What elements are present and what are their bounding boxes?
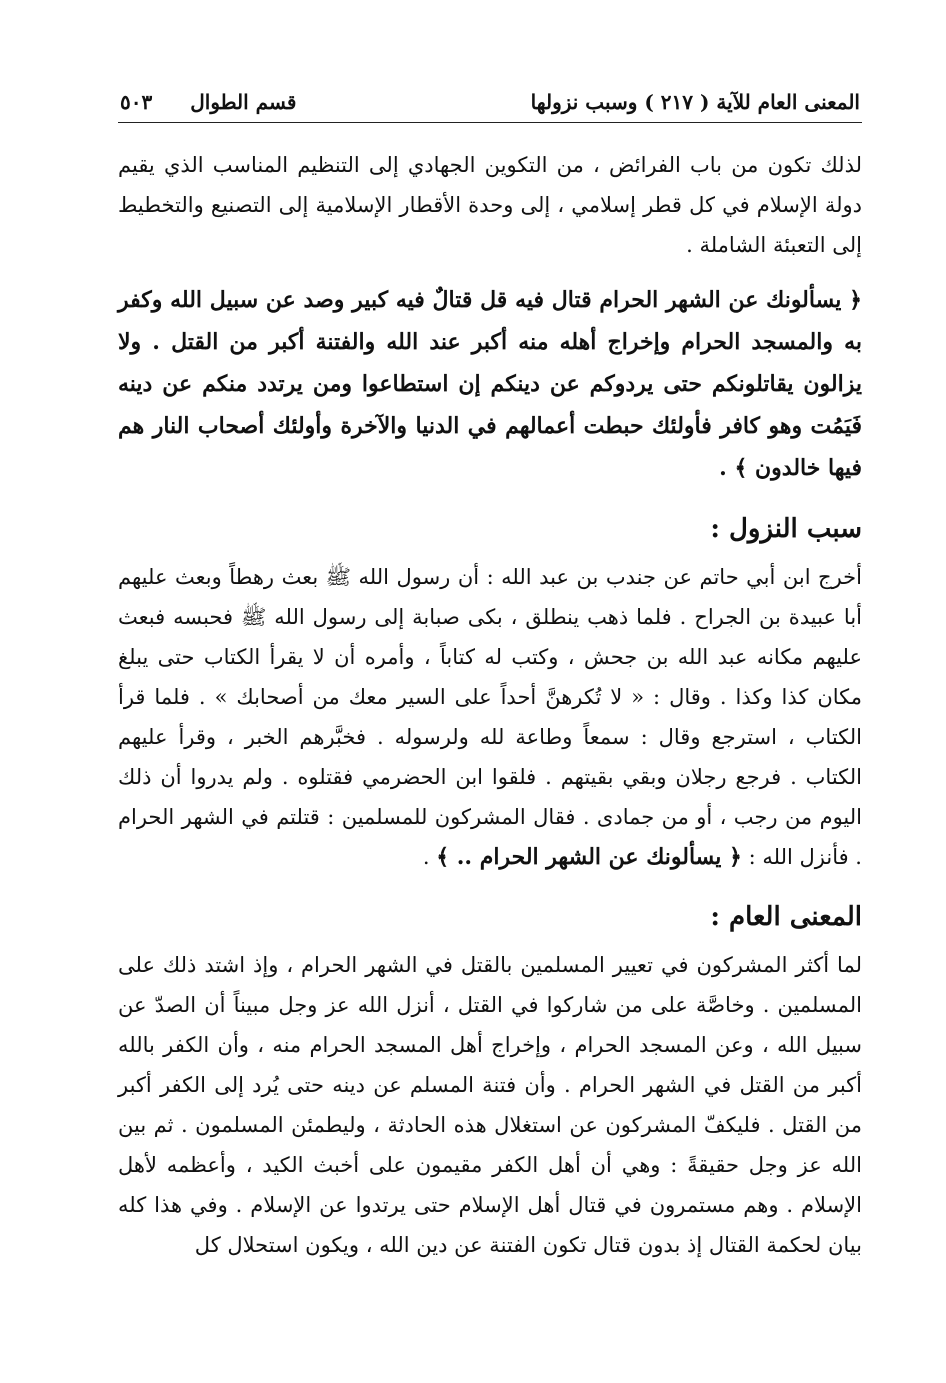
occasion-quote: ﴿ يسألونك عن الشهر الحرام .. ﴾ bbox=[436, 844, 742, 870]
occasion-text: أخرج ابن أبي حاتم عن جندب بن عبد الله : أن رسول الله ﷺ بعث رهطاً وبعث عليهم أبا عبيدة بن الجراح . فلما ذهب ينطلق ، بكى صبابة إلى رسول الله ﷺ فحبسه فبعث عليهم مكانه عبد الله بن جحش ، وكتب له كتاباً ، وأمره أن لا يقرأ الكتاب حتى يبلغ مكان كذا وكذا . وقال : « لا تُكرهنَّ أحداً على السير معك من أصحابك » . فلما قرأ الكتاب ، استرجع وقال : سمعاً وطاعة لله ولرسوله . فخبَّرهم الخبر ، وقرأ عليهم الكتاب . فرجع رجلان وبقي بقيتهم . فلقوا ابن الحضرمي فقتلوه . ولم يدروا أن ذلك اليوم من رجب ، أو من جمادى . فقال المشركون للمسلمين : قتلتم في الشهر الحرام . فأنزل الله : bbox=[118, 565, 862, 869]
chapter-title: المعنى العام للآية ( ٢١٧ ) وسبب نزولها bbox=[530, 90, 860, 114]
page-number: ٥٠٣ bbox=[120, 90, 153, 114]
header-rule bbox=[118, 122, 862, 123]
book-page bbox=[118, 84, 862, 1265]
section-name: قسم الطوال bbox=[190, 90, 297, 114]
header-left-group bbox=[120, 84, 296, 120]
occasion-closing: . bbox=[422, 845, 437, 869]
quran-verse: ﴿ يسألونك عن الشهر الحرام قتال فيه قل قتالٌ فيه كبير وصد عن سبيل الله وكفر به والمسجد الحرام وإخراج أهله منه أكبر عند الله والفتنة أكبر من القتل . ولا يزالون يقاتلونكم حتى يردوكم عن دينكم إن استطاعوا ومن يرتدد منكم عن دينه فَيَمُت وهو كافر فأولئك حبطت أعمالهم في الدنيا والآخرة وأولئك أصحاب النار هم فيها خالدون ﴾ . bbox=[118, 287, 862, 481]
running-header bbox=[118, 84, 862, 120]
general-meaning-heading: المعنى العام : bbox=[710, 902, 862, 932]
intro-paragraph: لذلك تكون من باب الفرائض ، من التكوين الجهادي إلى التنظيم المناسب الذي يقيم دولة الإسلام في كل قطر إسلامي ، إلى وحدة الأقطار الإسلامية إلى التصنيع والتخطيط إلى التعبئة الشاملة . bbox=[118, 153, 862, 257]
occasion-heading: سبب النزول : bbox=[710, 514, 862, 544]
general-meaning-paragraph: لما أكثر المشركون في تعيير المسلمين بالقتل في الشهر الحرام ، وإذ اشتد ذلك على المسلمين . وخاصَّة على من شاركوا في القتل ، أنزل الله عز وجل مبيناً أن الصدّ عن سبيل الله ، وعن المسجد الحرام ، وإخراج أهل المسجد الحرام منه ، وأن الكفر بالله أكبر من القتل في الشهر الحرام . وأن فتنة المسلم عن دينه حتى يُرد إلى الكفر أكبر من القتل . فليكفّ المشركون عن استغلال هذه الحادثة ، وليطمئن المسلمون . ثم بين الله عز وجل حقيقةً : وهي أن أهل الكفر مقيمون على أخبث الكيد ، وأعظمه لأهل الإسلام . وهم مستمرون في قتال أهل الإسلام حتى يرتدوا عن الإسلام . وفي هذا كله بيان لحكمة القتال إذ بدون قتال تكون الفتنة عن دين الله ، ويكون استحلال كل bbox=[118, 953, 862, 1257]
occasion-paragraph bbox=[118, 557, 862, 877]
